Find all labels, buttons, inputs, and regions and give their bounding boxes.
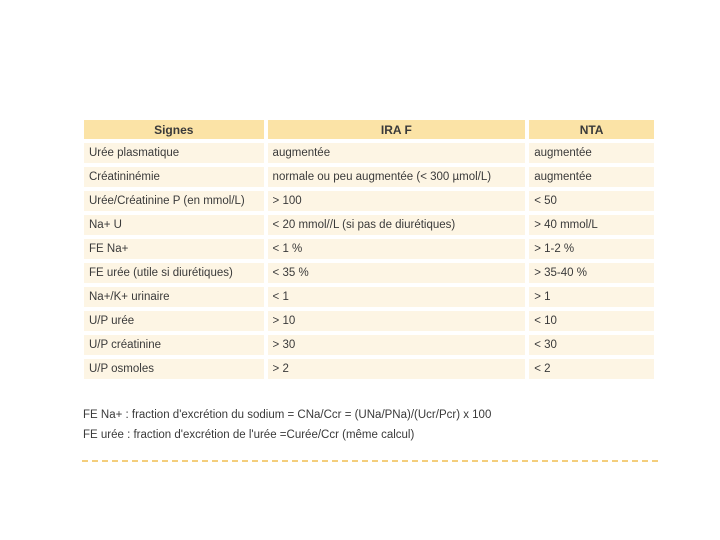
- cell-sign: Urée/Créatinine P (en mmol/L): [84, 191, 264, 211]
- table-header-row: [84, 120, 654, 139]
- cell-sign: Na+/K+ urinaire: [84, 287, 264, 307]
- cell-nta: < 50: [529, 191, 654, 211]
- cell-sign: Créatininémie: [84, 167, 264, 187]
- table-row: [84, 287, 654, 307]
- cell-ira-f: normale ou peu augmentée (< 300 µmol/L): [268, 167, 526, 187]
- dashed-divider: [82, 460, 658, 462]
- cell-nta: > 1-2 %: [529, 239, 654, 259]
- table-row: [84, 359, 654, 379]
- cell-nta: augmentée: [529, 167, 654, 187]
- cell-sign: Na+ U: [84, 215, 264, 235]
- table-row: [84, 311, 654, 331]
- cell-sign: U/P osmoles: [84, 359, 264, 379]
- table-row: [84, 335, 654, 355]
- cell-ira-f: < 20 mmol//L (si pas de diurétiques): [268, 215, 526, 235]
- cell-nta: < 30: [529, 335, 654, 355]
- cell-ira-f: > 2: [268, 359, 526, 379]
- table-row: [84, 263, 654, 283]
- table-row: [84, 143, 654, 163]
- ira-nta-comparison-table: [80, 116, 658, 383]
- cell-sign: U/P urée: [84, 311, 264, 331]
- cell-nta: augmentée: [529, 143, 654, 163]
- cell-nta: < 2: [529, 359, 654, 379]
- cell-ira-f: augmentée: [268, 143, 526, 163]
- header-ira-f: IRA F: [268, 120, 526, 139]
- cell-nta: > 40 mmol/L: [529, 215, 654, 235]
- cell-sign: FE Na+: [84, 239, 264, 259]
- table-row: [84, 167, 654, 187]
- footnote-fe-na: FE Na+ : fraction d'excrétion du sodium = CNa/Ccr = (UNa/PNa)/(Ucr/Pcr) x 100: [83, 409, 492, 421]
- cell-sign: FE urée (utile si diurétiques): [84, 263, 264, 283]
- table-row: [84, 191, 654, 211]
- cell-nta: > 35-40 %: [529, 263, 654, 283]
- table-row: [84, 239, 654, 259]
- footnote-fe-uree: FE urée : fraction d'excrétion de l'urée =Curée/Ccr (même calcul): [83, 429, 415, 441]
- cell-sign: U/P créatinine: [84, 335, 264, 355]
- footnotes: [83, 405, 683, 445]
- cell-ira-f: > 30: [268, 335, 526, 355]
- header-signes: Signes: [84, 120, 264, 139]
- cell-ira-f: < 1 %: [268, 239, 526, 259]
- cell-sign: Urée plasmatique: [84, 143, 264, 163]
- cell-nta: > 1: [529, 287, 654, 307]
- cell-ira-f: < 35 %: [268, 263, 526, 283]
- header-nta: NTA: [529, 120, 654, 139]
- table-row: [84, 215, 654, 235]
- cell-ira-f: < 1: [268, 287, 526, 307]
- cell-ira-f: > 100: [268, 191, 526, 211]
- cell-nta: < 10: [529, 311, 654, 331]
- cell-ira-f: > 10: [268, 311, 526, 331]
- comparison-table-container: [84, 120, 654, 379]
